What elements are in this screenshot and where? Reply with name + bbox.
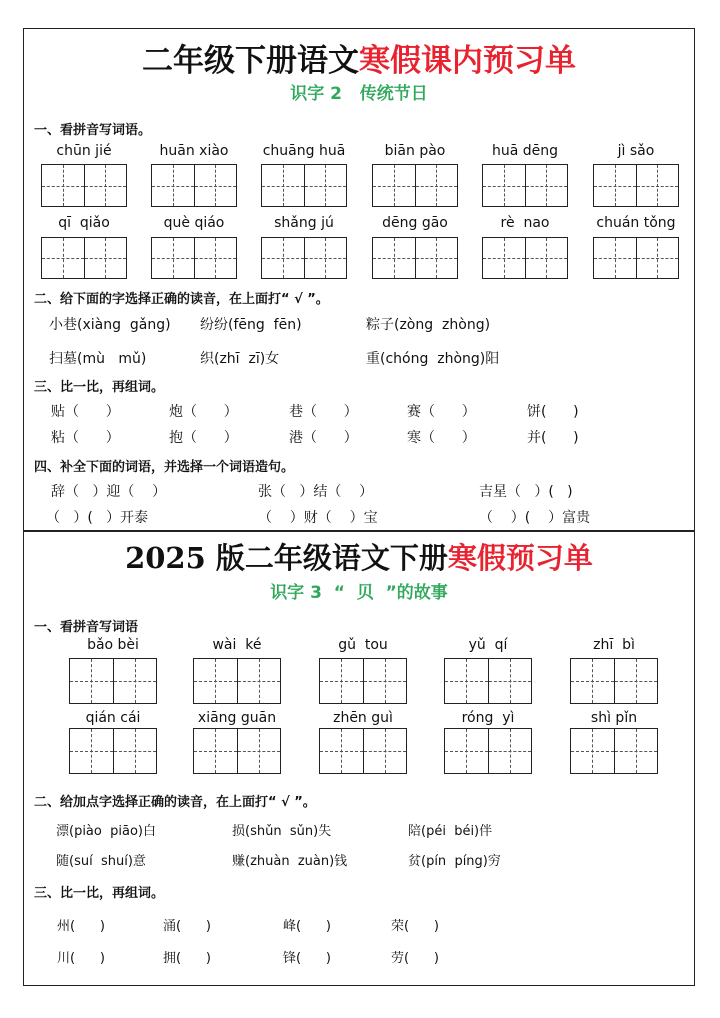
pinyin-label: qī qiǎo xyxy=(58,215,110,231)
writing-grid[interactable] xyxy=(319,658,407,704)
pinyin-label: huān xiào xyxy=(159,143,229,159)
writing-grid[interactable] xyxy=(570,658,658,704)
reading-choice[interactable]: 赚(zhuàn zuàn)钱 xyxy=(232,854,348,869)
pinyin-label: gǔ tou xyxy=(338,637,388,653)
reading-choice[interactable]: 损(shǔn sǔn)失 xyxy=(232,824,332,839)
compare-item[interactable]: 劳( ) xyxy=(391,951,439,966)
idiom-item[interactable]: 张（ ）结（ ） xyxy=(258,484,374,500)
pinyin-label: wài ké xyxy=(212,637,262,653)
worksheet-1 xyxy=(23,28,695,531)
compare-item[interactable]: 赛（ ） xyxy=(407,404,476,420)
lesson-subtitle: 识字 3 “ 贝 ”的故事 xyxy=(270,583,448,603)
pinyin-label: qián cái xyxy=(85,710,141,726)
compare-item[interactable]: 川( ) xyxy=(57,951,105,966)
writing-grid[interactable] xyxy=(372,164,458,207)
writing-grid[interactable] xyxy=(593,237,679,279)
reading-choice[interactable]: 重(chóng zhòng)阳 xyxy=(366,351,500,367)
reading-choice[interactable]: 陪(péi béi)伴 xyxy=(408,824,493,839)
writing-grid[interactable] xyxy=(151,237,237,279)
compare-item[interactable]: 并( ) xyxy=(527,430,579,446)
idiom-item[interactable]: 辞（ ）迎（ ） xyxy=(51,484,167,500)
pinyin-label: bǎo bèi xyxy=(87,637,139,653)
compare-item[interactable]: 港（ ） xyxy=(289,430,358,446)
reading-choice[interactable]: 贫(pín píng)穷 xyxy=(408,854,501,869)
writing-grid[interactable] xyxy=(319,728,407,774)
section-heading-pinyin: 一、看拼音写词语。 xyxy=(34,123,152,138)
writing-grid[interactable] xyxy=(69,728,157,774)
pinyin-label: chuāng huā xyxy=(262,143,346,159)
idiom-item[interactable]: （ ）( ）富贵 xyxy=(479,510,591,526)
pinyin-label: shǎng jú xyxy=(274,215,334,231)
worksheet-1-title xyxy=(24,35,694,80)
writing-grid[interactable] xyxy=(444,658,532,704)
compare-item[interactable]: 贴（ ） xyxy=(51,404,120,420)
reading-choice[interactable]: 扫墓(mù mǔ) xyxy=(49,351,147,367)
lesson-subtitle: 识字 2 传统节日 xyxy=(290,84,428,104)
section-heading-pinyin: 一、看拼音写词语 xyxy=(34,620,139,635)
worksheet-2-title xyxy=(24,536,694,577)
pinyin-label: zhēn guì xyxy=(333,710,393,726)
section-heading-compare: 三、比一比，再组词。 xyxy=(34,886,165,901)
writing-grid[interactable] xyxy=(372,237,458,279)
reading-choice[interactable]: 粽子(zòng zhòng) xyxy=(366,317,491,333)
writing-grid[interactable] xyxy=(261,237,347,279)
pinyin-label: chūn jié xyxy=(56,143,112,159)
writing-grid[interactable] xyxy=(482,164,568,207)
pinyin-label: biān pào xyxy=(384,143,446,159)
reading-choice[interactable]: 随(suí shuí)意 xyxy=(56,854,146,869)
idiom-item[interactable]: （ ）财（ ）宝 xyxy=(258,510,378,526)
compare-item[interactable]: 寒（ ） xyxy=(407,430,476,446)
compare-item[interactable]: 锋( ) xyxy=(283,951,331,966)
pinyin-label: róng yì xyxy=(461,710,515,726)
section-heading-idioms: 四、补全下面的词语，并选择一个词语造句。 xyxy=(34,460,295,475)
compare-item[interactable]: 粘（ ） xyxy=(51,430,120,446)
title-black-part: 二年级下册语文 xyxy=(142,43,359,79)
pinyin-label: rè nao xyxy=(500,215,550,231)
writing-grid[interactable] xyxy=(69,658,157,704)
compare-item[interactable]: 抱（ ） xyxy=(169,430,238,446)
section-heading-reading: 二、给下面的字选择正确的读音，在上面打“ √ ”。 xyxy=(34,292,329,307)
pinyin-label: zhī bì xyxy=(593,637,635,653)
compare-item[interactable]: 拥( ) xyxy=(163,951,211,966)
pinyin-label: yǔ qí xyxy=(468,637,508,653)
compare-item[interactable]: 峰( ) xyxy=(283,919,331,934)
pinyin-label: què qiáo xyxy=(163,215,225,231)
writing-grid[interactable] xyxy=(482,237,568,279)
reading-choice[interactable]: 纷纷(fēng fēn) xyxy=(200,317,302,333)
worksheet-2 xyxy=(23,531,695,986)
compare-item[interactable]: 炮（ ） xyxy=(169,404,238,420)
writing-grid[interactable] xyxy=(444,728,532,774)
section-heading-compare: 三、比一比，再组词。 xyxy=(34,380,165,395)
pinyin-label: jì sǎo xyxy=(617,143,655,159)
title-black-part: 2025 版二年级语文下册 xyxy=(125,541,448,575)
writing-grid[interactable] xyxy=(41,164,127,207)
writing-grid[interactable] xyxy=(570,728,658,774)
pinyin-label: xiāng guān xyxy=(197,710,277,726)
pinyin-label: huā dēng xyxy=(491,143,559,159)
title-red-part: 寒假课内预习单 xyxy=(359,43,576,79)
compare-item[interactable]: 州( ) xyxy=(57,919,105,934)
reading-choice[interactable]: 漂(piào piāo)白 xyxy=(56,824,156,839)
reading-choice[interactable]: 织(zhī zī)女 xyxy=(200,351,280,367)
writing-grid[interactable] xyxy=(41,237,127,279)
compare-item[interactable]: 荣( ) xyxy=(391,919,439,934)
pinyin-label: dēng gāo xyxy=(382,215,448,231)
writing-grid[interactable] xyxy=(261,164,347,207)
writing-grid[interactable] xyxy=(151,164,237,207)
pinyin-label: shì pǐn xyxy=(590,710,638,726)
compare-item[interactable]: 巷（ ） xyxy=(289,404,358,420)
writing-grid[interactable] xyxy=(593,164,679,207)
section-heading-reading: 二、给加点字选择正确的读音，在上面打“ √ ”。 xyxy=(34,795,316,810)
title-red-part: 寒假预习单 xyxy=(447,541,593,575)
writing-grid[interactable] xyxy=(193,658,281,704)
idiom-item[interactable]: 吉星（ ）( ) xyxy=(479,484,573,500)
compare-item[interactable]: 涌( ) xyxy=(163,919,211,934)
pinyin-label: chuán tǒng xyxy=(596,215,676,231)
reading-choice[interactable]: 小巷(xiàng gǎng) xyxy=(49,317,171,333)
writing-grid[interactable] xyxy=(193,728,281,774)
idiom-item[interactable]: （ ）( ）开泰 xyxy=(46,510,149,526)
compare-item[interactable]: 饼( ) xyxy=(527,404,579,420)
